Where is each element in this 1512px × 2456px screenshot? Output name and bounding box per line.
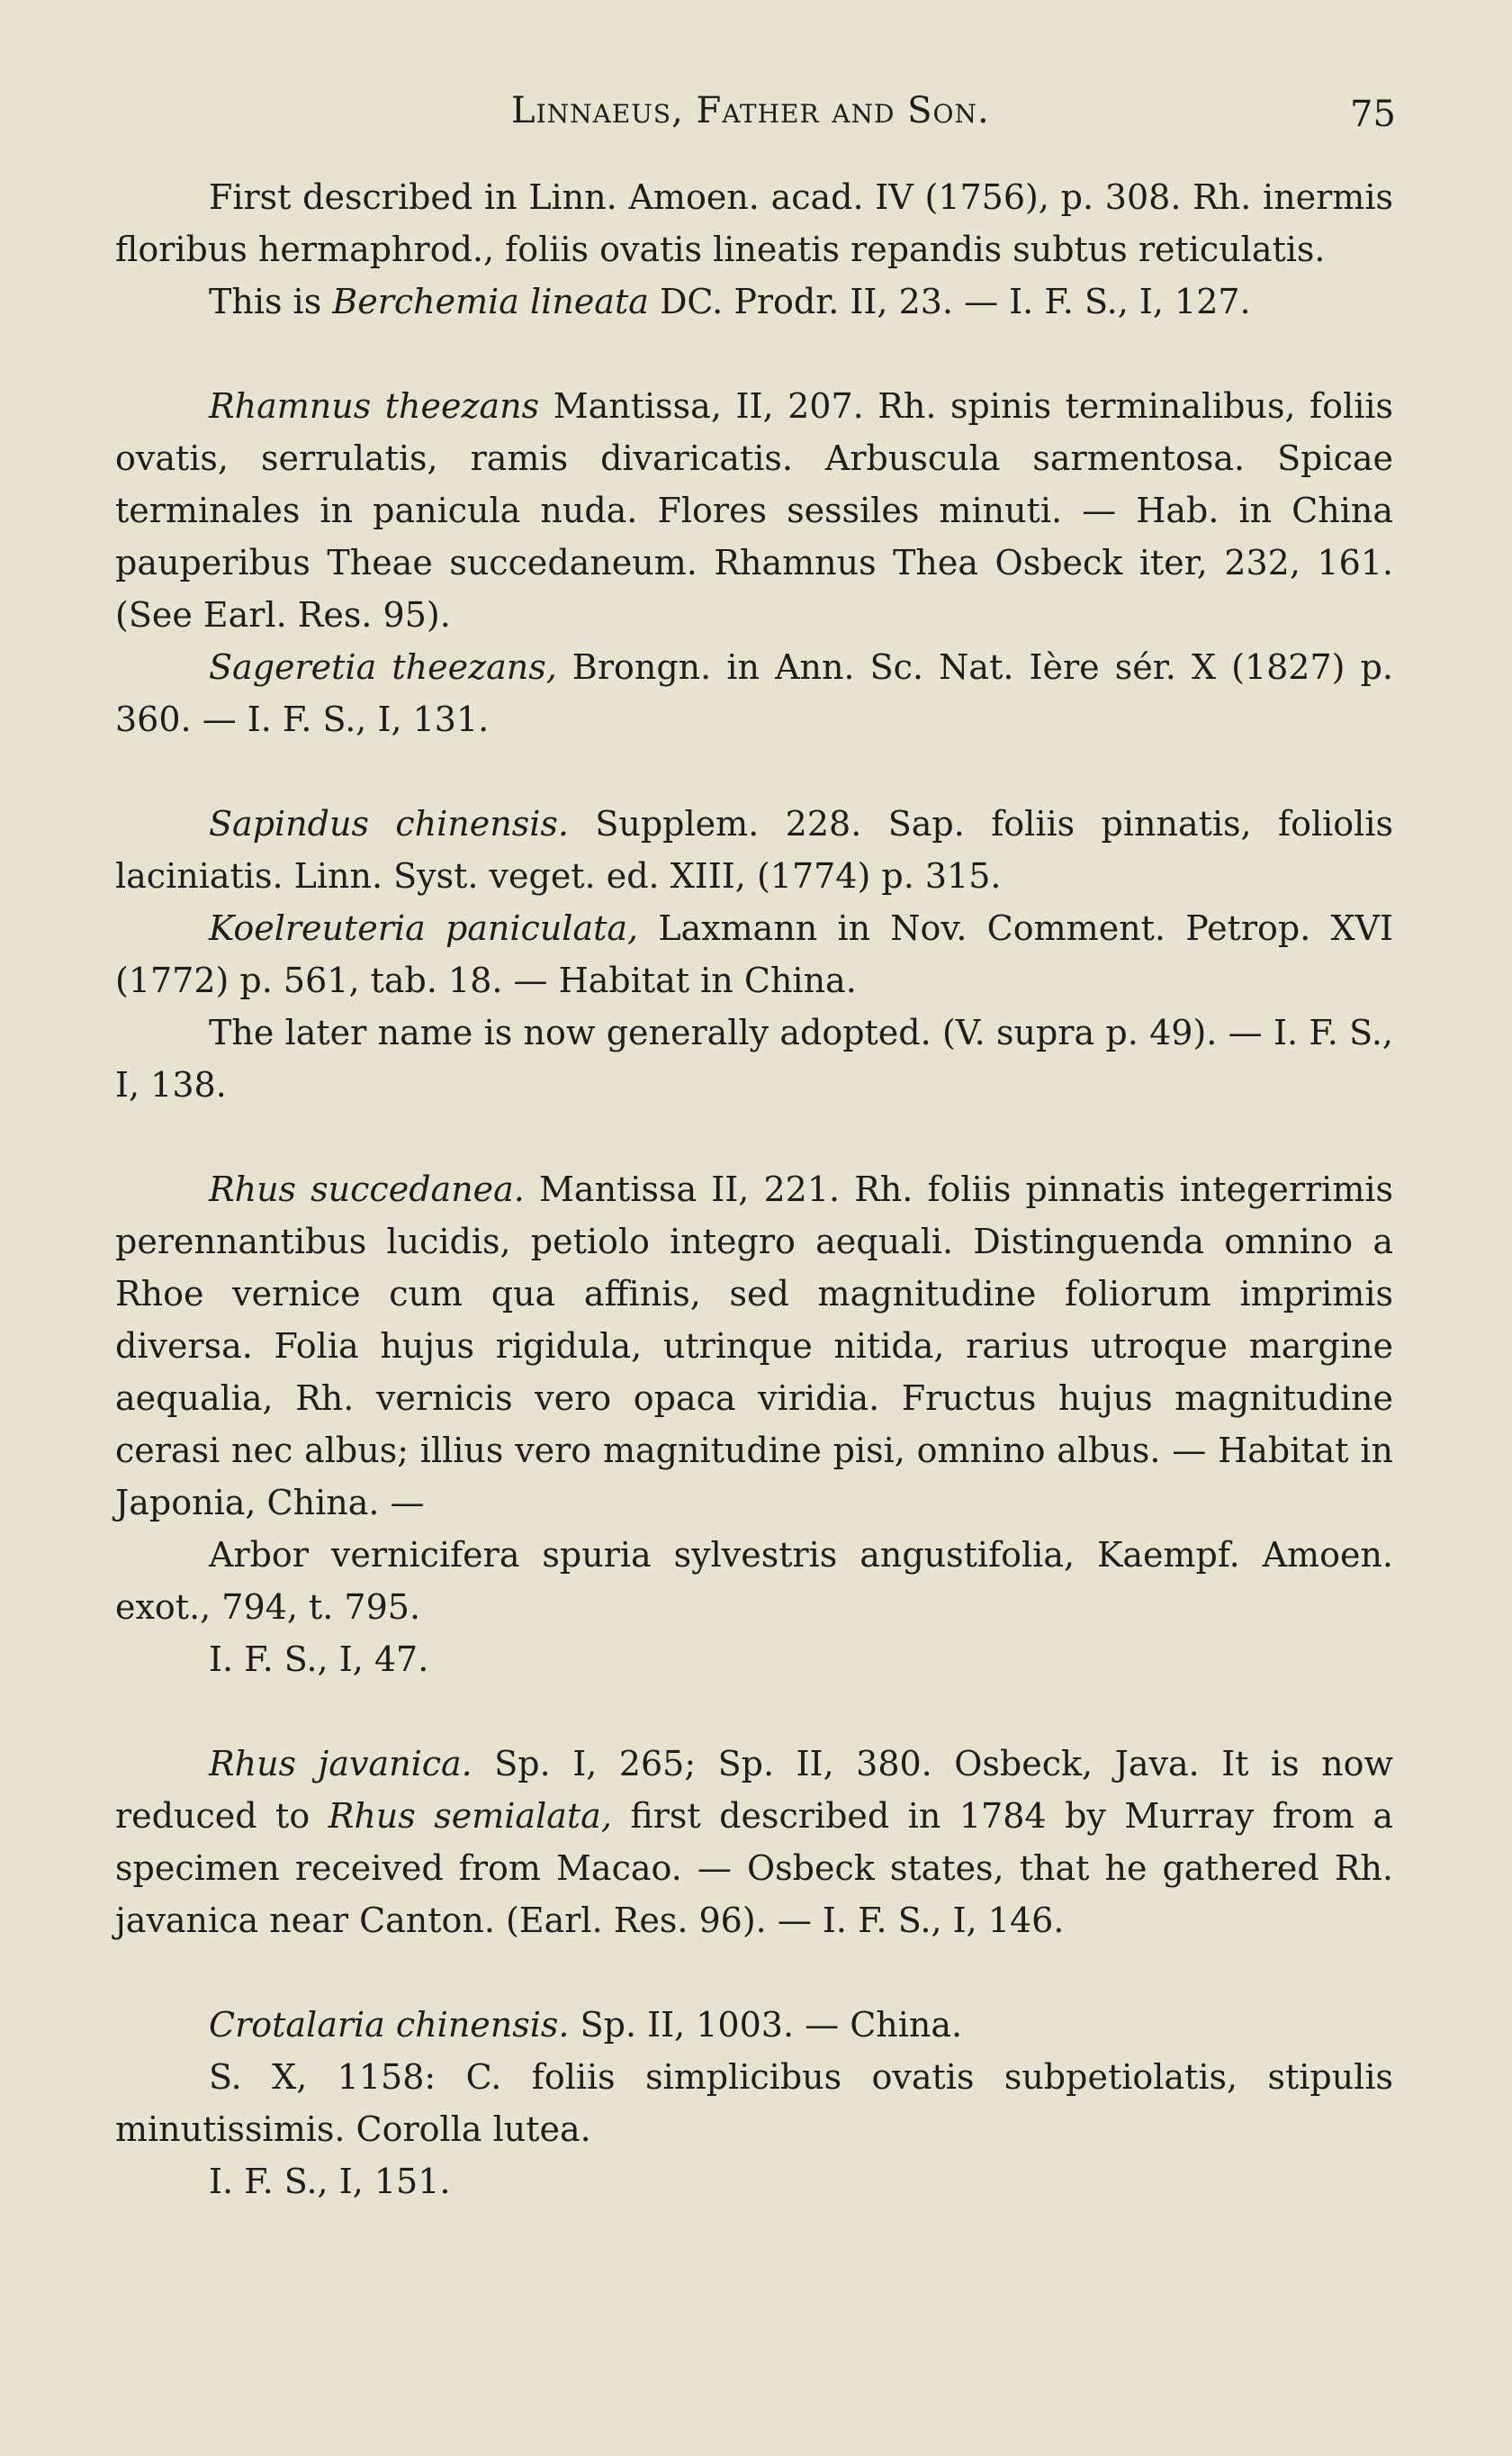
taxon-name: Sageretia theezans, (209, 647, 557, 687)
paragraph-ifs-reference: I. F. S., I, 47. (209, 1639, 429, 1679)
paragraph-berchemia-description: First described in Linn. Amoen. acad. IV (1756), p. 308. Rh. inermis floribus hermaphrod., foliis ovatis lineatis repandis subtus reticulatis. (115, 177, 1393, 269)
taxon-name: Rhus javanica. (209, 1744, 472, 1783)
page-number: 75 (1350, 94, 1396, 135)
taxon-name: Rhus succedanea. (209, 1169, 525, 1209)
paragraph-crotalaria-description: S. X, 1158: C. foliis simplicibus ovatis subpetiolatis, stipulis minutissimis. Corolla lutea. (115, 2057, 1393, 2149)
taxon-name: Crotalaria chinensis. (209, 2005, 570, 2045)
page-header (0, 86, 1512, 140)
taxon-name: Rhus semialata, (328, 1796, 612, 1836)
paragraph-sapindus-chinensis: Sapindus chinensis. Supplem. 228. Sap. foliis pinnatis, foliolis laciniatis. Linn. Syst. veget. ed. XIII, (1774) p. 315. (115, 804, 1393, 896)
paragraph-crotalaria-reference: I. F. S., I, 151. (209, 2162, 451, 2201)
taxon-name: Koelreuteria paniculata, (209, 908, 639, 948)
running-title: Linnaeus, Father and Son. (511, 90, 990, 131)
taxon-name: Rhamnus theezans (209, 386, 540, 426)
paragraph-berchemia-identity: This is Berchemia lineata DC. Prodr. II, 23. — I. F. S., I, 127. (209, 282, 1251, 321)
paragraph-arbor-vernicifera: Arbor vernicifera spuria sylvestris angustifolia, Kaempf. Amoen. exot., 794, t. 795. (115, 1535, 1393, 1627)
taxon-name: Berchemia lineata (332, 282, 649, 321)
taxon-name: Sapindus chinensis. (209, 804, 569, 844)
paragraph-sageretia-theezans: Sageretia theezans, Brongn. in Ann. Sc. Nat. Ière sér. X (1827) p. 360. — I. F. S., I, 131. (115, 647, 1393, 739)
body-text (115, 171, 1393, 2208)
paragraph-rhamnus-theezans: Rhamnus theezans Mantissa, II, 207. Rh. spinis terminalibus, foliis ovatis, serrulatis, ramis divaricatis. Arbuscula sarmentosa. Spicae terminales in panicula nuda. Flores sessiles minuti. — Hab. in China pauperibus Theae succedaneum. Rhamnus Thea Osbeck iter, 232, 161. (See Earl. Res. 95). (115, 386, 1394, 635)
paragraph-rhus-javanica: Rhus javanica. Sp. I, 265; Sp. II, 380. Osbeck, Java. It is now reduced to Rhus semialata, first described in 1784 by Murray from a specimen received from Macao. — Osbeck states, that he gathered Rh. javanica near Canton. (Earl. Res. 96). — I. F. S., I, 146. (115, 1744, 1393, 1940)
paragraph-koelreuteria-paniculata: Koelreuteria paniculata, Laxmann in Nov. Comment. Petrop. XVI (1772) p. 561, tab. 18. — Habitat in China. (115, 908, 1393, 1000)
paragraph-later-name-note: The later name is now generally adopted. (V. supra p. 49). — I. F. S., I, 138. (115, 1013, 1393, 1105)
paragraph-rhus-succedanea: Rhus succedanea. Mantissa II, 221. Rh. foliis pinnatis integerrimis perennantibus lucidis, petiolo integro aequali. Distinguenda omnino a Rhoe vernice cum qua affinis, sed magnitudine foliorum imprimis diversa. Folia hujus rigidula, utrinque nitida, rarius utroque margine aequalia, Rh. vernicis vero opaca viridia. Fructus hujus magnitudine cerasi nec albus; illius vero magnitudine pisi, omnino albus. — Habitat in Japonia, China. — (115, 1169, 1394, 1522)
paragraph-crotalaria-chinensis: Crotalaria chinensis. Sp. II, 1003. — China. (209, 2005, 963, 2045)
